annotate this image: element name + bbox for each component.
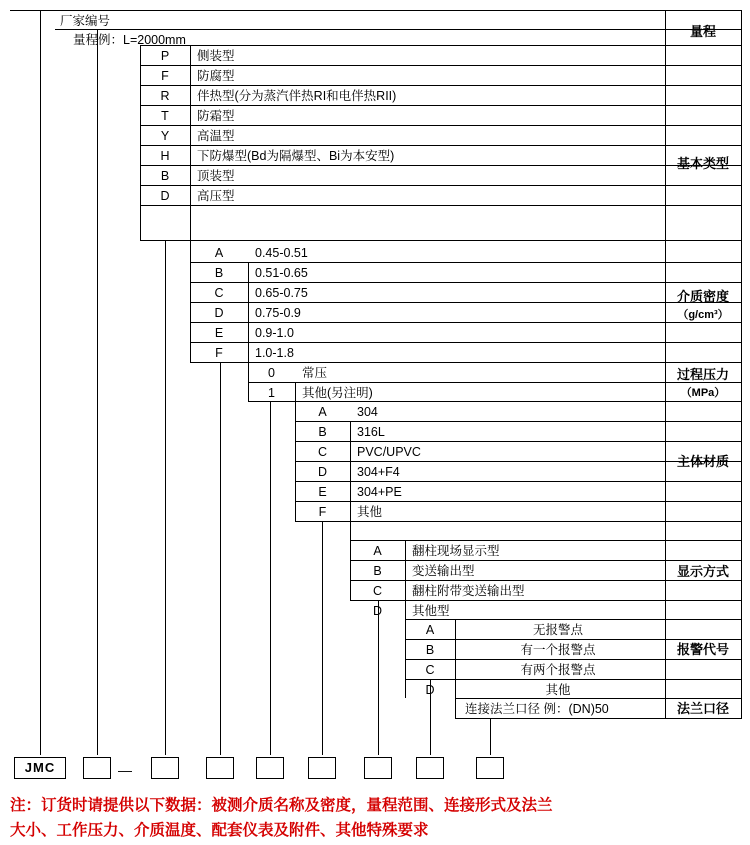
leader-density (220, 362, 221, 755)
desc-density-4: 0.9-1.0 (255, 326, 294, 340)
desc-alarm-1: 有一个报警点 (520, 643, 596, 657)
desc-material-3: 304+F4 (357, 465, 400, 479)
desc-density-3: 0.75-0.9 (255, 306, 301, 320)
rule-top (10, 10, 742, 11)
code-box-basic-type[interactable] (151, 757, 179, 779)
code-basic-4: Y (160, 129, 170, 143)
rule-27 (350, 560, 742, 561)
group-label-basic-type: 基本类型 (676, 156, 729, 171)
code-material-0: A (318, 405, 327, 419)
group-label-material: 主体材质 (676, 454, 729, 469)
desc-basic-5: 下防爆型(Bd为隔爆型、Bi为本安型) (197, 149, 395, 163)
leader-display (378, 600, 379, 755)
desc-material-0: 304 (357, 405, 378, 419)
rule-2 (140, 45, 742, 46)
leader-range (97, 29, 98, 755)
rule-26 (350, 540, 742, 541)
code-separator: — (118, 762, 132, 778)
desc-density-5: 1.0-1.8 (255, 346, 294, 360)
code-basic-7: D (160, 189, 170, 203)
desc-pressure-0: 常压 (302, 366, 328, 380)
code-material-4: E (318, 485, 327, 499)
order-note-line-1: 注：订货时请提供以下数据：被测介质名称及密度，量程范围、连接形式及法兰 (10, 797, 553, 814)
code-pressure-0: 0 (268, 366, 275, 380)
code-alarm-3: D (425, 683, 435, 697)
code-box-density[interactable] (206, 757, 234, 779)
rule-28 (350, 580, 742, 581)
rule-1 (55, 29, 742, 30)
rule-11 (140, 240, 742, 241)
code-material-1: B (318, 425, 327, 439)
desc-basic-4: 高温型 (197, 129, 235, 143)
desc-alarm-2: 有两个报警点 (520, 663, 596, 677)
desc-basic-6: 顶装型 (197, 169, 235, 183)
desc-basic-3: 防霜型 (197, 109, 235, 123)
desc-basic-1: 防腐型 (197, 69, 235, 83)
desc-display-2: 翻柱附带变送输出型 (412, 584, 525, 598)
code-box-alarm[interactable] (416, 757, 444, 779)
desc-display-3: 其他型 (412, 604, 450, 618)
group-label-density-unit: （g/cm³） (677, 309, 729, 321)
model-prefix-box[interactable]: JMC (14, 757, 66, 779)
code-material-5: F (318, 505, 327, 519)
code-box-display[interactable] (364, 757, 392, 779)
desc-basic-0: 侧装型 (197, 49, 235, 63)
desc-pressure-1: 其他(另注明) (302, 386, 373, 400)
code-pressure-1: 1 (268, 386, 275, 400)
group-label-density: 介质密度 (676, 289, 729, 304)
order-note-line-2: 大小、工作压力、介质温度、配套仪表及附件、其他特殊要求 (10, 822, 429, 839)
code-alarm-1: B (425, 643, 435, 657)
code-density-5: F (215, 346, 223, 360)
code-material-2: C (317, 445, 328, 459)
leader-material (322, 521, 323, 755)
group-label-flange: 法兰口径 (676, 701, 729, 716)
code-box-material[interactable] (308, 757, 336, 779)
code-density-4: E (214, 326, 224, 340)
code-box-pressure[interactable] (256, 757, 284, 779)
desc-material-1: 316L (357, 425, 385, 439)
col-alarm-right (455, 619, 456, 718)
group-label-alarm: 报警代号 (676, 642, 729, 657)
desc-flange: 连接法兰口径 例：(DN)50 (465, 702, 609, 716)
desc-alarm-3: 其他 (545, 683, 571, 697)
code-basic-3: T (161, 109, 169, 123)
code-display-2: C (372, 584, 383, 598)
code-basic-6: B (160, 169, 170, 183)
group-col-right-border (741, 10, 742, 718)
label-factory-no: 厂家编号 (60, 14, 111, 28)
code-box-range[interactable] (83, 757, 111, 779)
desc-basic-2: 伴热型(分为蒸汽伴热RI和电伴热RII) (197, 89, 397, 103)
desc-density-2: 0.65-0.75 (255, 286, 308, 300)
code-box-flange[interactable] (476, 757, 504, 779)
leader-pressure (270, 401, 271, 755)
code-density-2: C (214, 286, 224, 300)
code-density-1: B (214, 266, 224, 280)
group-col-left-border (665, 10, 666, 718)
code-alarm-2: C (425, 663, 435, 677)
desc-basic-7: 高压型 (197, 189, 235, 203)
leader-factory-no (40, 10, 41, 755)
code-display-0: A (373, 544, 382, 558)
desc-material-2: PVC/UPVC (357, 445, 421, 459)
group-label-pressure: 过程压力 (676, 367, 729, 382)
group-label-range: 量程 (689, 24, 716, 39)
desc-display-1: 变送输出型 (412, 564, 475, 578)
code-material-3: D (317, 465, 328, 479)
leader-flange (490, 718, 491, 755)
desc-material-4: 304+PE (357, 485, 402, 499)
code-density-3: D (214, 306, 224, 320)
code-density-0: A (214, 246, 224, 260)
label-range-example: 量程例：L=2000mm (73, 33, 186, 47)
rule-29 (350, 600, 742, 601)
code-basic-2: R (160, 89, 170, 103)
desc-material-5: 其他 (357, 505, 383, 519)
desc-density-0: 0.45-0.51 (255, 246, 308, 260)
group-label-display: 显示方式 (676, 564, 729, 579)
code-alarm-0: A (425, 623, 435, 637)
code-basic-1: F (161, 69, 169, 83)
group-label-pressure-unit: （MPa） (680, 387, 726, 399)
code-basic-5: H (160, 149, 170, 163)
desc-display-0: 翻柱现场显示型 (412, 544, 500, 558)
code-display-3: D (372, 604, 383, 618)
code-basic-0: P (160, 49, 170, 63)
desc-alarm-0: 无报警点 (532, 623, 583, 637)
code-display-1: B (373, 564, 382, 578)
desc-density-1: 0.51-0.65 (255, 266, 308, 280)
leader-basic-type (165, 240, 166, 755)
